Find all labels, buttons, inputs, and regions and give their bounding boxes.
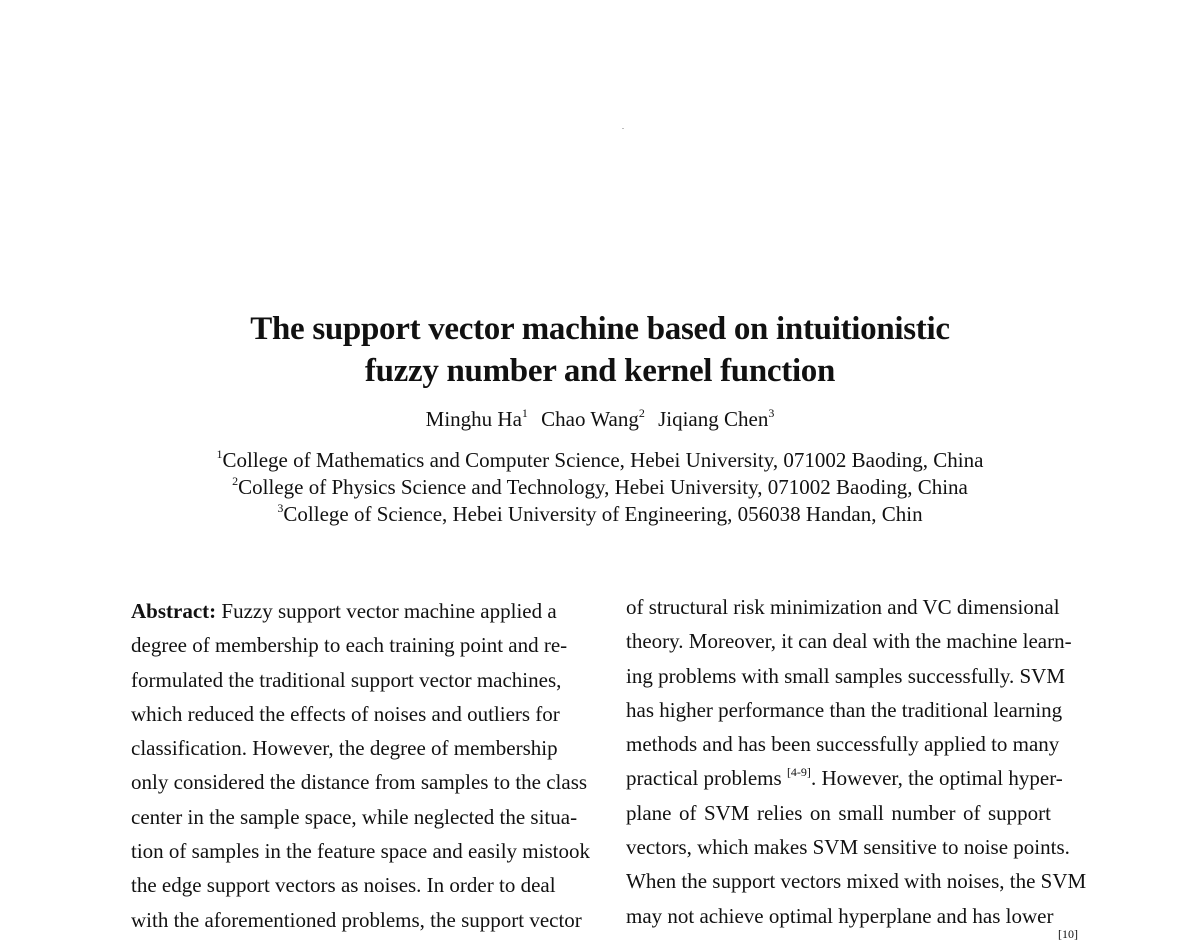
author-name: Jiqiang Chen xyxy=(658,407,769,431)
body-column-right xyxy=(626,590,1087,933)
cite-line-after: . However, the optimal hyper- xyxy=(810,766,1063,791)
abstract-line: center in the sample space, while neglected the situa- xyxy=(131,804,578,829)
abstract-line: with the aforementioned problems, the support vector xyxy=(131,907,582,932)
affiliation-text: College of Science, Hebei University of Engineering, 056038 Handan, Chin xyxy=(283,502,923,526)
cut-off-citation-ref: [10] xyxy=(1058,927,1078,941)
body-line: may not achieve optimal hyperplane and has lower xyxy=(626,903,1054,928)
affiliation-text: College of Physics Science and Technology, Hebei University, 071002 Baoding, China xyxy=(238,475,968,499)
affiliation-text: College of Mathematics and Computer Science, Hebei University, 071002 Baoding, China xyxy=(222,448,984,472)
body-line-with-citation xyxy=(626,761,1063,795)
author-3 xyxy=(658,407,774,431)
affiliation-mark: 1 xyxy=(216,447,223,461)
author-1 xyxy=(426,407,528,431)
abstract-line: classification. However, the degree of membership xyxy=(131,736,558,761)
author-affil-mark: 1 xyxy=(521,406,528,420)
abstract-line: degree of membership to each training point and re- xyxy=(131,633,568,658)
body-line: theory. Moreover, it can deal with the machine learn- xyxy=(626,629,1072,654)
abstract-label: Abstract: xyxy=(131,599,217,623)
author-2 xyxy=(541,407,645,431)
abstract-line: the edge support vectors as noises. In order to deal xyxy=(131,873,556,898)
author-affil-mark: 2 xyxy=(638,406,645,420)
paper-title xyxy=(0,308,1200,392)
author-affil-mark: 3 xyxy=(768,406,775,420)
author-list xyxy=(0,405,1200,433)
title-line-2: fuzzy number and kernel function xyxy=(364,353,836,389)
abstract-line: formulated the traditional support vector machines, xyxy=(131,667,562,692)
abstract-first-line: Fuzzy support vector machine applied a xyxy=(216,599,557,623)
abstract-line: only considered the distance from samples to the class xyxy=(131,770,588,795)
body-line: plane of SVM relies on small number of support xyxy=(626,800,1051,825)
body-line: When the support vectors mixed with noises, the SVM xyxy=(626,869,1087,894)
affiliation-3 xyxy=(0,501,1200,528)
affiliation-mark: 2 xyxy=(232,474,239,488)
author-name: Chao Wang xyxy=(541,407,639,431)
citation-ref: [4-9] xyxy=(786,765,811,780)
affiliation-list xyxy=(0,447,1200,528)
abstract-column xyxy=(131,594,591,937)
abstract-line: tion of samples in the feature space and easily mistook xyxy=(131,839,590,864)
author-name: Minghu Ha xyxy=(425,407,522,431)
abstract-line xyxy=(131,594,591,628)
scan-speck xyxy=(622,128,624,129)
cite-line-before: practical problems xyxy=(626,766,787,791)
abstract-line: which reduced the effects of noises and outliers for xyxy=(131,701,560,726)
affiliation-mark: 3 xyxy=(277,501,284,515)
body-line: ing problems with small samples successfully. SVM xyxy=(626,663,1066,688)
affiliation-1 xyxy=(0,447,1200,474)
title-line-1: The support vector machine based on intuitionistic xyxy=(250,311,950,347)
body-line: has higher performance than the traditional learning xyxy=(626,697,1063,722)
body-line: of structural risk minimization and VC dimensional xyxy=(626,595,1060,619)
affiliation-2 xyxy=(0,474,1200,501)
body-line: vectors, which makes SVM sensitive to noise points. xyxy=(626,835,1070,860)
body-line: methods and has been successfully applied to many xyxy=(626,732,1060,757)
